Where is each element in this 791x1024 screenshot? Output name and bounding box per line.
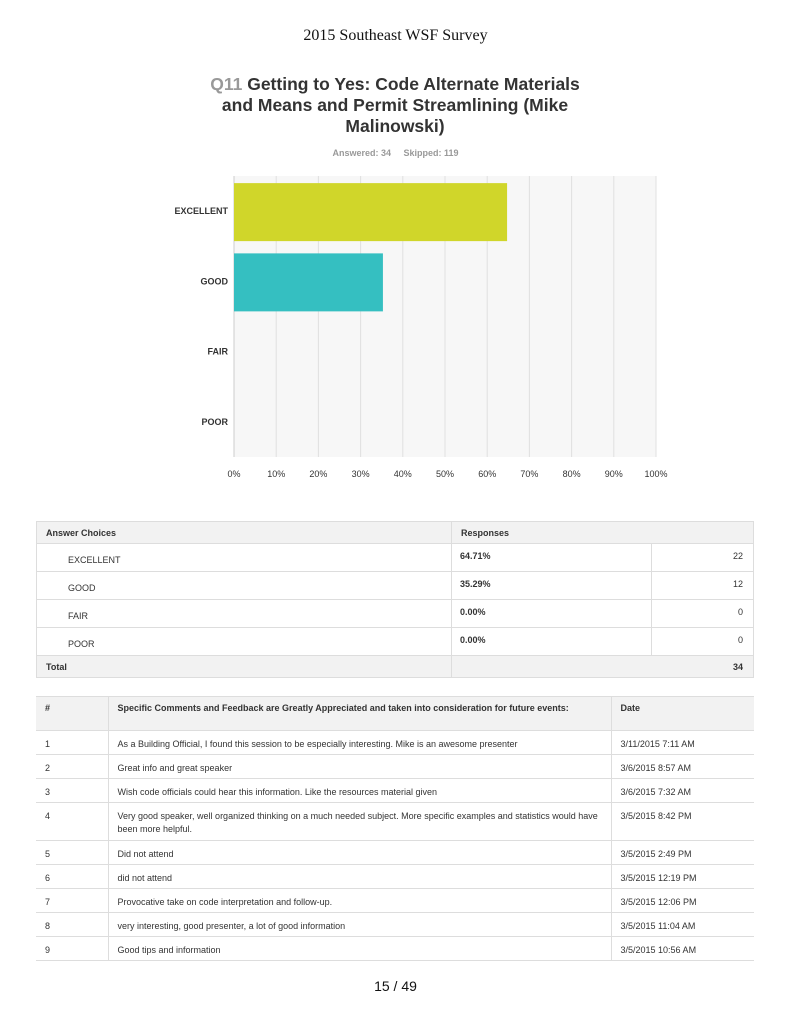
category-label: GOOD — [200, 276, 228, 287]
x-tick-label: 40% — [393, 469, 412, 479]
bar — [234, 253, 383, 311]
total-count: 34 — [452, 656, 754, 678]
question-title: Getting to Yes: Code Alternate Materials and Means and Permit Streamlining (Mike Malinowski) — [221, 74, 580, 136]
question-number: Q11 — [210, 74, 243, 94]
answer-count: 22 — [652, 544, 754, 572]
comment-number: 5 — [36, 841, 108, 865]
comment-text: very interesting, good presenter, a lot of good information — [108, 913, 611, 937]
bar — [234, 183, 507, 241]
answer-percent: 0.00% — [452, 600, 652, 628]
x-tick-label: 100% — [644, 469, 668, 479]
comment-row — [36, 889, 754, 913]
comments-header-num: # — [36, 697, 108, 731]
comment-text: Provocative take on code interpretation and follow-up. — [108, 889, 611, 913]
x-tick-label: 60% — [478, 469, 497, 479]
answer-percent: 35.29% — [452, 572, 652, 600]
comment-number: 6 — [36, 865, 108, 889]
comment-date: 3/11/2015 7:11 AM — [611, 731, 754, 755]
x-tick-label: 70% — [520, 469, 539, 479]
comment-number: 8 — [36, 913, 108, 937]
comment-date: 3/5/2015 12:19 PM — [611, 865, 754, 889]
answer-row — [37, 628, 754, 656]
comment-date: 3/6/2015 8:57 AM — [611, 755, 754, 779]
document-header-title: 2015 Southeast WSF Survey — [303, 27, 488, 44]
comments-header-row — [36, 697, 754, 731]
comment-text: Great info and great speaker — [108, 755, 611, 779]
x-tick-label: 20% — [309, 469, 328, 479]
answer-count: 12 — [652, 572, 754, 600]
answer-count: 0 — [652, 628, 754, 656]
answer-choice: EXCELLENT — [37, 544, 452, 572]
answers-header-row — [37, 522, 754, 544]
comments-header-date: Date — [611, 697, 754, 731]
category-label: FAIR — [207, 346, 228, 357]
comment-date: 3/5/2015 12:06 PM — [611, 889, 754, 913]
x-tick-label: 80% — [562, 469, 581, 479]
comment-row — [36, 779, 754, 803]
comment-text: did not attend — [108, 865, 611, 889]
category-label: EXCELLENT — [174, 206, 228, 217]
answer-row — [37, 600, 754, 628]
x-tick-label: 50% — [435, 469, 455, 479]
comment-row — [36, 865, 754, 889]
comment-number: 3 — [36, 779, 108, 803]
answers-header-choices: Answer Choices — [37, 522, 452, 544]
answer-choice: FAIR — [37, 600, 452, 628]
comment-number: 2 — [36, 755, 108, 779]
comment-date: 3/6/2015 7:32 AM — [611, 779, 754, 803]
answered-count: Answered: 34 — [332, 148, 391, 158]
comment-text: Did not attend — [108, 841, 611, 865]
answer-count: 0 — [652, 600, 754, 628]
comment-row — [36, 937, 754, 961]
total-label: Total — [37, 656, 452, 678]
page-number: 15 / 49 — [374, 978, 417, 994]
answer-choice: GOOD — [37, 572, 452, 600]
comment-text: Very good speaker, well organized thinking on a much needed subject. More specific examples and statistics would have been more helpful. — [108, 803, 611, 841]
comment-number: 1 — [36, 731, 108, 755]
comment-row — [36, 913, 754, 937]
comment-number: 9 — [36, 937, 108, 961]
x-tick-label: 0% — [227, 469, 241, 479]
comment-row — [36, 755, 754, 779]
comment-text: As a Building Official, I found this session to be especially interesting. Mike is an awesome presenter — [108, 731, 611, 755]
x-tick-label: 90% — [604, 469, 623, 479]
answer-percent: 64.71% — [452, 544, 652, 572]
comment-number: 4 — [36, 803, 108, 841]
comment-row — [36, 803, 754, 841]
comment-row — [36, 731, 754, 755]
comment-text: Good tips and information — [108, 937, 611, 961]
comment-text: Wish code officials could hear this information. Like the resources material given — [108, 779, 611, 803]
comment-date: 3/5/2015 2:49 PM — [611, 841, 754, 865]
comment-date: 3/5/2015 10:56 AM — [611, 937, 754, 961]
answer-row — [37, 572, 754, 600]
skipped-count: Skipped: 119 — [403, 148, 459, 158]
answers-header-responses: Responses — [452, 522, 754, 544]
bar-chart — [0, 0, 791, 500]
comment-date: 3/5/2015 8:42 PM — [611, 803, 754, 841]
answers-total-row — [37, 656, 754, 678]
comments-header-text: Specific Comments and Feedback are Greatly Appreciated and taken into consideration for future events: — [108, 697, 611, 731]
comment-date: 3/5/2015 11:04 AM — [611, 913, 754, 937]
answer-percent: 0.00% — [452, 628, 652, 656]
comment-number: 7 — [36, 889, 108, 913]
answer-choice: POOR — [37, 628, 452, 656]
answer-row — [37, 544, 754, 572]
comments-table — [36, 696, 754, 961]
category-label: POOR — [201, 416, 228, 427]
x-tick-label: 30% — [351, 469, 370, 479]
comment-row — [36, 841, 754, 865]
answer-choices-table — [36, 521, 754, 678]
x-tick-label: 10% — [267, 469, 286, 479]
